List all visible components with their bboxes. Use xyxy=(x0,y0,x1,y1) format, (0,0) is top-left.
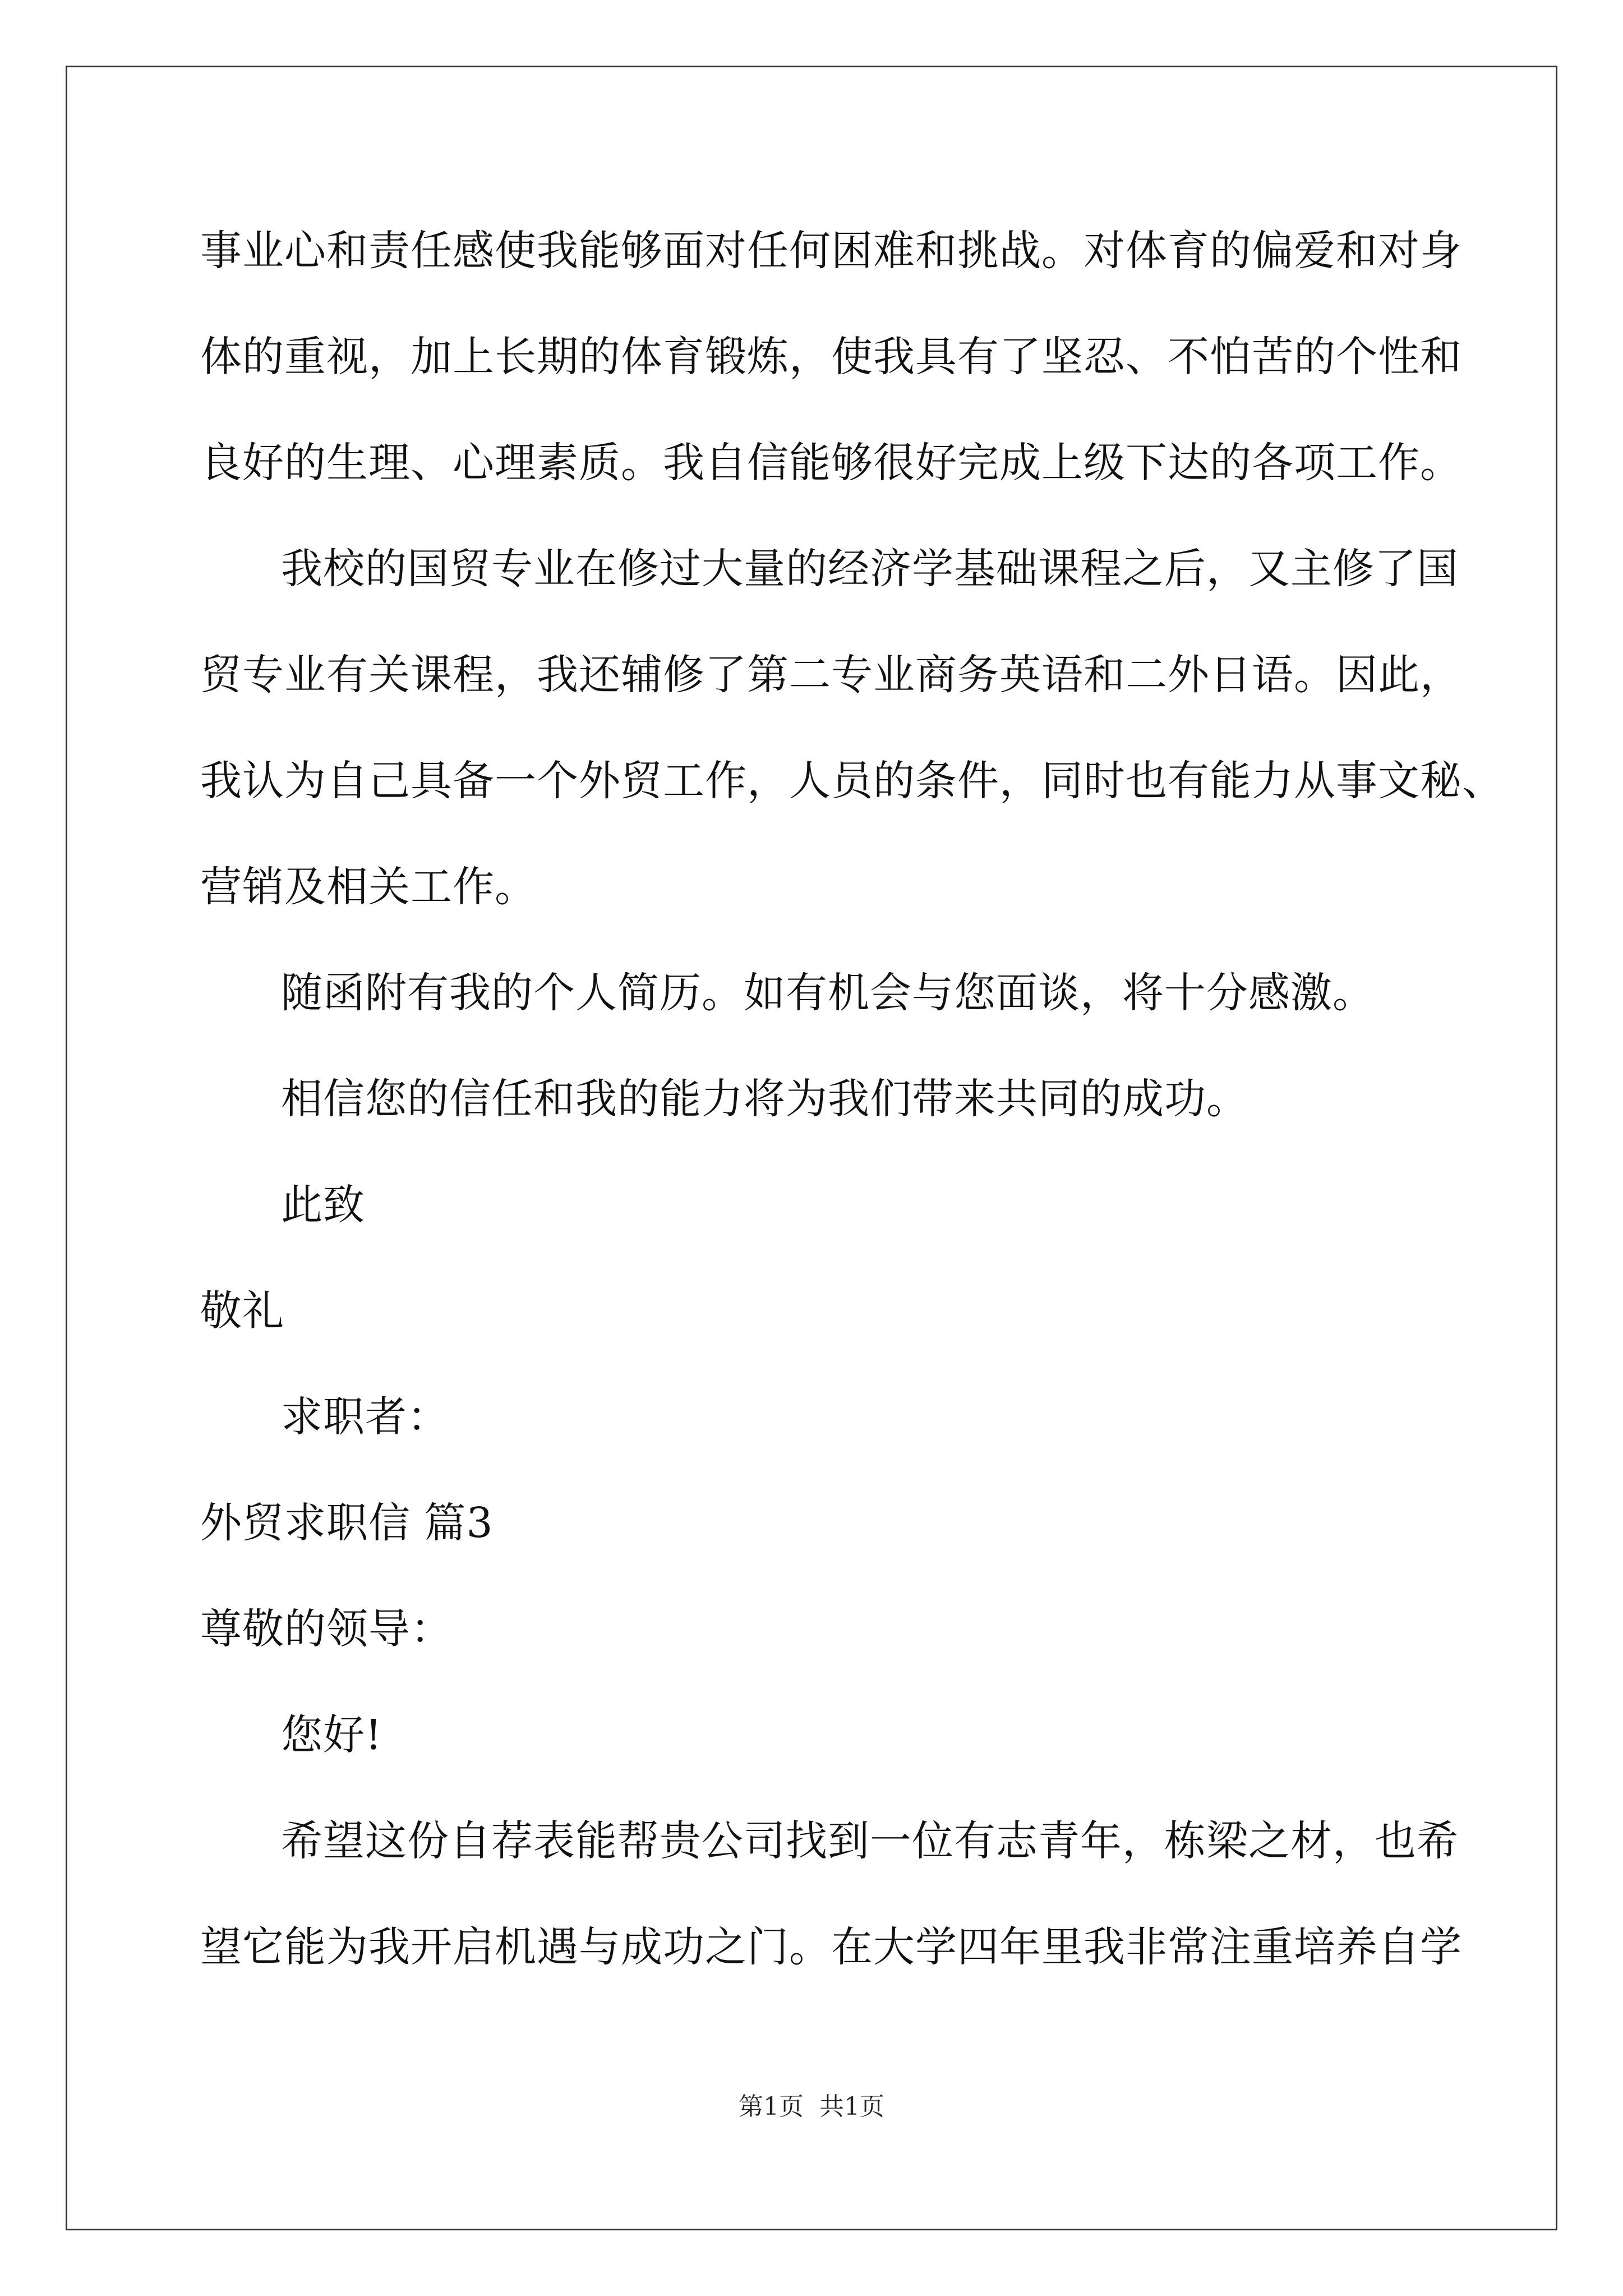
section-heading: 外贸求职信 篇3 xyxy=(200,1499,494,1547)
closing-line: 此致 xyxy=(281,1181,365,1229)
page-border xyxy=(66,66,1557,2230)
body-line: 事业心和责任感使我能够面对任何困难和挑战。对体育的偏爱和对身 xyxy=(200,227,1462,275)
body-line: 我校的国贸专业在修过大量的经济学基础课程之后，又主修了国 xyxy=(281,545,1459,593)
salutation-line: 敬礼 xyxy=(200,1287,284,1335)
body-line: 随函附有我的个人简历。如有机会与您面谈，将十分感激。 xyxy=(281,969,1375,1017)
body-line: 希望这份自荐表能帮贵公司找到一位有志青年，栋梁之材，也希 xyxy=(281,1817,1459,1865)
body-line: 良好的生理、心理素质。我自信能够很好完成上级下达的各项工作。 xyxy=(200,439,1462,487)
greeting-line: 尊敬的领导： xyxy=(200,1605,453,1653)
body-line: 我认为自己具备一个外贸工作，人员的条件，同时也有能力从事文秘、 xyxy=(200,757,1504,805)
signature-line: 求职者： xyxy=(281,1393,449,1441)
body-line: 营销及相关工作。 xyxy=(200,863,537,911)
body-line: 望它能为我开启机遇与成功之门。在大学四年里我非常注重培养自学 xyxy=(200,1923,1462,1971)
body-line: 相信您的信任和我的能力将为我们带来共同的成功。 xyxy=(281,1075,1248,1123)
body-line: 贸专业有关课程，我还辅修了第二专业商务英语和二外日语。因此， xyxy=(200,651,1462,699)
body-line: 体的重视，加上长期的体育锻炼，使我具有了坚忍、不怕苦的个性和 xyxy=(200,333,1462,381)
greeting-line: 您好! xyxy=(281,1711,382,1759)
page-footer: 第1页 共1页 xyxy=(739,2092,884,2121)
